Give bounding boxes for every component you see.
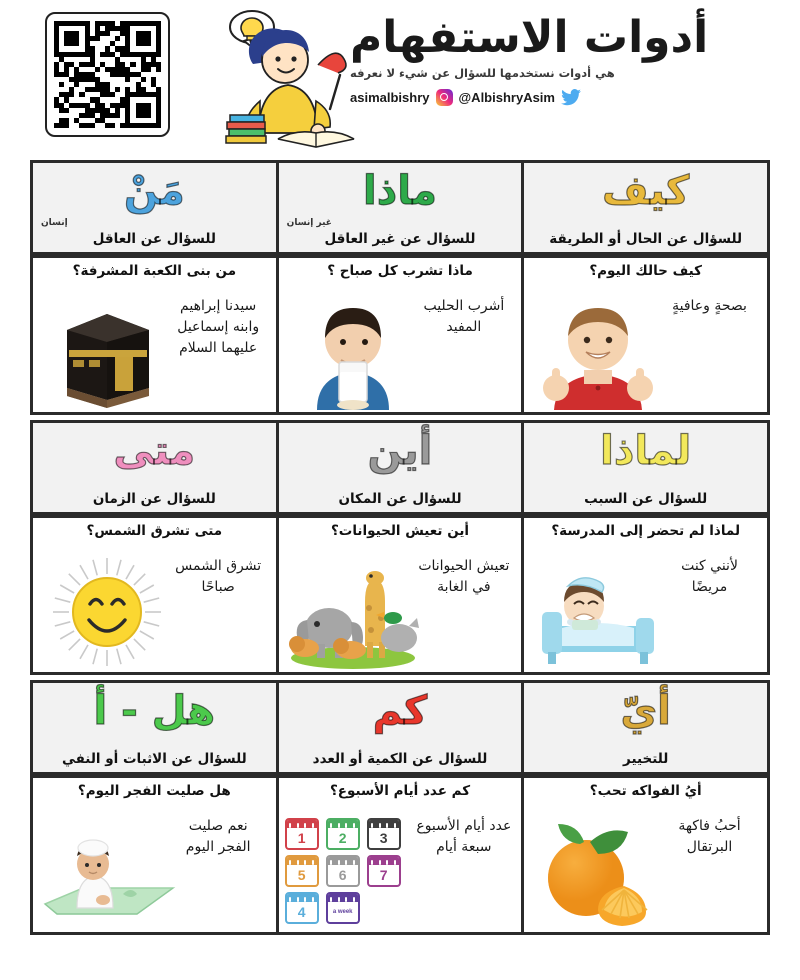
calendar-icon: [367, 818, 401, 850]
example-question: لماذا لم تحضر إلى المدرسة؟: [551, 523, 741, 539]
calendar-icon-label: 7: [379, 867, 388, 883]
header-row: [30, 420, 770, 515]
example-question: كيف حالك اليوم؟: [589, 263, 703, 279]
calendar-icon: [285, 892, 319, 924]
question-words-grid: [30, 160, 770, 940]
question-word: لماذا: [600, 428, 692, 474]
example-question: ماذا تشرب كل صباح ؟: [327, 263, 473, 279]
page-title: أدوات الاستفهام: [350, 12, 709, 63]
calendar-icon: [326, 818, 360, 850]
question-word-description: للتخيير: [623, 751, 669, 767]
calendar-icon-label: 1: [297, 830, 306, 846]
example-card[interactable]: [30, 255, 279, 415]
question-word-description: للسؤال عن الزمان: [92, 491, 216, 507]
example-answer: نعم صليت الفجر اليوم: [185, 818, 251, 855]
example-card[interactable]: [276, 255, 525, 415]
question-word-card[interactable]: [276, 420, 525, 515]
example-question: هل صليت الفجر اليوم؟: [77, 783, 231, 799]
example-answer: تعيش الحيوانات في الغابة: [418, 558, 510, 595]
calendar-icon: [285, 818, 319, 850]
header-row: [30, 160, 770, 255]
question-word-card[interactable]: [30, 160, 279, 255]
question-word: مَنْ: [123, 168, 185, 214]
header-row: [30, 680, 770, 775]
grid-block-2: [30, 420, 770, 675]
calendar-icon-top: [369, 820, 399, 828]
question-word-card[interactable]: [521, 420, 770, 515]
instagram-icon[interactable]: [436, 89, 453, 106]
example-question: أيُ الفواكه تحب؟: [589, 783, 702, 799]
question-word: كم: [372, 688, 428, 734]
question-word-card[interactable]: [521, 160, 770, 255]
question-word-tag: غير إنسان: [286, 218, 332, 228]
question-word-description: للسؤال عن المكان: [338, 491, 462, 507]
question-word-card[interactable]: [276, 160, 525, 255]
question-word-description: للسؤال عن غير العاقل: [324, 231, 476, 247]
poster-header: [0, 0, 800, 155]
example-question: من بنى الكعبة المشرفة؟: [72, 263, 237, 279]
question-word-card[interactable]: [521, 680, 770, 775]
example-answer: عدد أيام الأسبوع سبعة أيام: [416, 818, 512, 855]
calendar-icon-top: [287, 857, 317, 865]
boy-drinking-milk-illustration: [283, 292, 423, 410]
smiling-sun-illustration: [37, 552, 177, 670]
example-answer: لأنني كنت مريضًا: [681, 558, 738, 595]
question-word-card[interactable]: [276, 680, 525, 775]
calendar-icon-top: [287, 894, 317, 902]
calendar-icon-top: [287, 820, 317, 828]
calendar-icon-label: 3: [379, 830, 388, 846]
orange-fruit-illustration: [528, 812, 668, 930]
example-card[interactable]: [276, 775, 525, 935]
calendar-icon-top: [328, 820, 358, 828]
example-row: [30, 515, 770, 675]
calendar-icon-label: 4: [297, 904, 306, 920]
question-word: هل - أ: [93, 688, 216, 734]
praying-boy-illustration: [37, 812, 177, 930]
calendar-icon-label: 5: [297, 867, 306, 883]
example-card[interactable]: [521, 515, 770, 675]
student-mascot-illustration: [200, 5, 365, 153]
title-block: [350, 14, 770, 106]
calendar-icon-group: [283, 812, 423, 924]
question-word-card[interactable]: [30, 680, 279, 775]
calendar-icon-top: [369, 857, 399, 865]
calendar-icon-label: a week: [332, 909, 353, 915]
calendar-icon-label: 2: [338, 830, 347, 846]
example-row: [30, 775, 770, 935]
question-word: ماذا: [362, 168, 438, 214]
calendar-icon: [367, 855, 401, 887]
example-row: [30, 255, 770, 415]
question-word-description: للسؤال عن الكمية أو العدد: [312, 751, 488, 767]
question-word-description: للسؤال عن السبب: [584, 491, 708, 507]
example-card[interactable]: [521, 775, 770, 935]
calendar-icon: [326, 855, 360, 887]
example-card[interactable]: [276, 515, 525, 675]
social-handles: [350, 89, 770, 106]
question-word: كيف: [602, 168, 690, 214]
example-answer: أحبُ فاكهة البرتقال: [678, 818, 741, 855]
boy-thumbs-up-illustration: [528, 292, 668, 410]
calendar-icon-top: [328, 857, 358, 865]
question-word-description: للسؤال عن العاقل: [92, 231, 216, 247]
example-answer: سيدنا إبراهيم وابنه إسماعيل عليهما السلام: [177, 298, 260, 356]
calendars-illustration: [283, 812, 423, 930]
qr-code-pattern: [54, 21, 161, 128]
question-word-tag: إنسان: [41, 218, 68, 228]
question-word: أين: [367, 428, 433, 474]
example-question: كم عدد أيام الأسبوع؟: [329, 783, 471, 799]
sick-boy-in-bed-illustration: [528, 552, 668, 670]
question-word-description: للسؤال عن الحال أو الطريقة: [549, 231, 743, 247]
jungle-animals-illustration: [283, 552, 423, 670]
example-card[interactable]: [30, 515, 279, 675]
example-answer: أشرب الحليب المفيد: [423, 298, 505, 335]
example-answer: تشرق الشمس صباحًا: [175, 558, 262, 595]
calendar-icon: [285, 855, 319, 887]
grid-block-1: [30, 160, 770, 415]
question-word-card[interactable]: [30, 420, 279, 515]
calendar-icon: [326, 892, 360, 924]
kaaba-illustration: [37, 292, 177, 410]
question-word: متى: [113, 428, 196, 474]
question-word-description: للسؤال عن الاثبات أو النفي: [61, 751, 247, 767]
page-subtitle: هي أدوات نستخدمها للسؤال عن شيء لا نعرفه: [350, 65, 615, 80]
twitter-handle[interactable]: @AlbishryAsim: [458, 89, 555, 105]
example-card[interactable]: [30, 775, 279, 935]
qr-code[interactable]: [45, 12, 170, 137]
example-question: متى تشرق الشمس؟: [86, 523, 223, 539]
grid-block-3: [30, 680, 770, 935]
example-answer: بصحةٍ وعافيةٍ: [672, 298, 747, 314]
question-word: أيّ: [620, 688, 671, 734]
example-question: أين تعيش الحيوانات؟: [330, 523, 470, 539]
instagram-handle[interactable]: asimalbishry: [350, 89, 430, 105]
twitter-icon[interactable]: [561, 89, 581, 106]
calendar-icon-top: [328, 894, 358, 902]
example-card[interactable]: [521, 255, 770, 415]
calendar-icon-label: 6: [338, 867, 347, 883]
